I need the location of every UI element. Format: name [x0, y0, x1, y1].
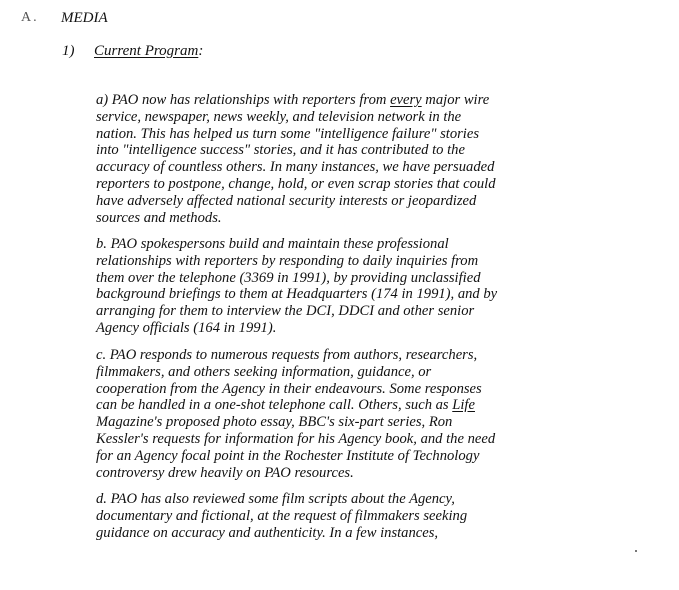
line-text: Agency officials (164 in 1991). — [96, 319, 277, 336]
paragraph-line — [96, 92, 556, 109]
line-text: documentary and fictional, at the request of filmmakers seeking — [96, 507, 468, 524]
line-text: b. PAO spokespersons build and maintain these professional — [96, 236, 449, 252]
paragraph-a — [96, 92, 556, 226]
underlined-emphasis: Life — [452, 397, 475, 414]
scan-speck — [635, 550, 637, 552]
line-text: cooperation from the Agency in their endeavours. Some responses — [96, 380, 482, 397]
line-text: controversy drew heavily on PAO resources. — [96, 464, 354, 481]
line-text: can be handled in a one-shot telephone call. Others, such as — [96, 397, 453, 414]
paragraph-line — [96, 431, 556, 448]
paragraph-line — [96, 126, 556, 143]
paragraph-line — [96, 193, 556, 210]
line-text: reporters to postpone, change, hold, or even scrap stories that could — [96, 175, 496, 192]
paragraph-line — [96, 176, 556, 193]
paragraph-line — [96, 525, 556, 542]
paragraph-line — [96, 253, 556, 270]
paragraph-line — [96, 491, 556, 508]
subsection-title-colon: : — [198, 43, 204, 59]
paragraph-line — [96, 159, 556, 176]
paragraph-line — [96, 236, 556, 253]
line-text: relationships with reporters by responding to daily inquiries from — [96, 252, 479, 269]
line-text: have adversely affected national security interests or jeopardized — [96, 192, 477, 209]
line-text: Kessler's requests for information for his Agency book, and the need — [96, 430, 496, 447]
paragraph-line — [96, 448, 556, 465]
line-text: into "intelligence success" stories, and it has contributed to the — [96, 142, 465, 159]
paragraph-b — [96, 236, 556, 337]
paragraph-line — [96, 270, 556, 287]
subsection-number: 1) — [62, 43, 75, 59]
paragraph-line — [96, 364, 556, 381]
section-letter: A. — [21, 10, 39, 25]
line-text: Magazine's proposed photo essay, BBC's six-part series, Ron — [96, 414, 453, 431]
paragraph-line — [96, 142, 556, 159]
paragraph-line — [96, 397, 556, 414]
paragraph-line — [96, 303, 556, 320]
paragraph-line — [96, 347, 556, 364]
paragraph-line — [96, 465, 556, 482]
line-text: nation. This has helped us turn some "intelligence failure" stories — [96, 125, 480, 142]
line-text: guidance on accuracy and authenticity. In a few instances, — [96, 524, 439, 541]
paragraph-line — [96, 320, 556, 337]
line-text: c. PAO responds to numerous requests from authors, researchers, — [96, 347, 478, 363]
subsection-title — [94, 43, 203, 60]
line-text: background briefings to them at Headquarters (174 in 1991), and by — [96, 286, 498, 303]
line-text: major wire — [421, 92, 490, 108]
paragraph-line — [96, 381, 556, 398]
paragraph-c — [96, 347, 556, 481]
paragraph-line — [96, 414, 556, 431]
section-title: MEDIA — [61, 10, 108, 26]
paragraph-d — [96, 491, 556, 541]
line-text: for an Agency focal point in the Rochester Institute of Technology — [96, 447, 480, 464]
line-text: filmmakers, and others seeking information, guidance, or — [96, 363, 432, 380]
line-text: a) PAO now has relationships with reporters from — [96, 92, 391, 108]
paragraph-line — [96, 286, 556, 303]
line-text: service, newspaper, news weekly, and television network in the — [96, 108, 462, 125]
line-text: sources and methods. — [96, 209, 222, 226]
paragraph-line — [96, 109, 556, 126]
line-text: arranging for them to interview the DCI, DDCI and other senior — [96, 303, 475, 320]
subsection-title-text: Current Program — [94, 43, 199, 59]
line-text: accuracy of countless others. In many instances, we have persuaded — [96, 159, 495, 176]
paragraph-line — [96, 210, 556, 227]
line-text: d. PAO has also reviewed some film scripts about the Agency, — [96, 491, 455, 507]
underlined-emphasis: every — [390, 92, 422, 108]
paragraph-line — [96, 508, 556, 525]
line-text: them over the telephone (3369 in 1991), by providing unclassified — [96, 269, 481, 286]
